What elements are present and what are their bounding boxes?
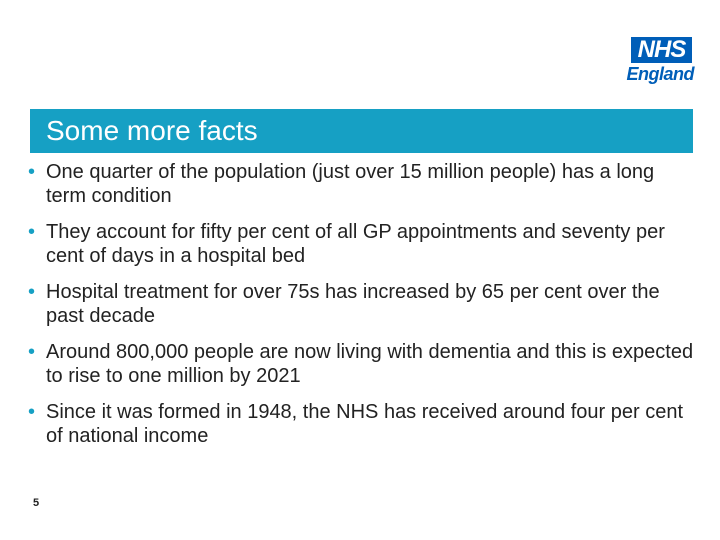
bullet-dot-icon: • bbox=[28, 401, 36, 423]
bullet-item bbox=[28, 220, 698, 268]
logo-england-text: England bbox=[626, 64, 694, 84]
bullet-dot-icon: • bbox=[28, 341, 36, 363]
bullet-list bbox=[28, 160, 698, 460]
bullet-item bbox=[28, 400, 698, 448]
logo-nhs-box: NHS bbox=[631, 37, 692, 63]
title-bar bbox=[30, 109, 693, 153]
bullet-item bbox=[28, 160, 698, 208]
bullet-text: Since it was formed in 1948, the NHS has received around four per cent of national income bbox=[46, 401, 684, 447]
slide-title: Some more facts bbox=[46, 115, 258, 146]
bullet-item bbox=[28, 280, 698, 328]
bullet-item bbox=[28, 340, 698, 388]
bullet-dot-icon: • bbox=[28, 281, 36, 303]
page-number: 5 bbox=[33, 497, 40, 509]
bullet-text: They account for fifty per cent of all GP appointments and seventy per cent of days in a hospital bed bbox=[46, 221, 665, 267]
bullet-text: Around 800,000 people are now living with dementia and this is expected to rise to one million by 2021 bbox=[46, 341, 694, 387]
bullet-dot-icon: • bbox=[28, 161, 36, 183]
bullet-text: Hospital treatment for over 75s has increased by 65 per cent over the past decade bbox=[46, 281, 660, 327]
bullet-dot-icon: • bbox=[28, 221, 36, 243]
nhs-england-logo bbox=[612, 37, 694, 87]
bullet-text: One quarter of the population (just over 15 million people) has a long term condition bbox=[46, 161, 655, 207]
